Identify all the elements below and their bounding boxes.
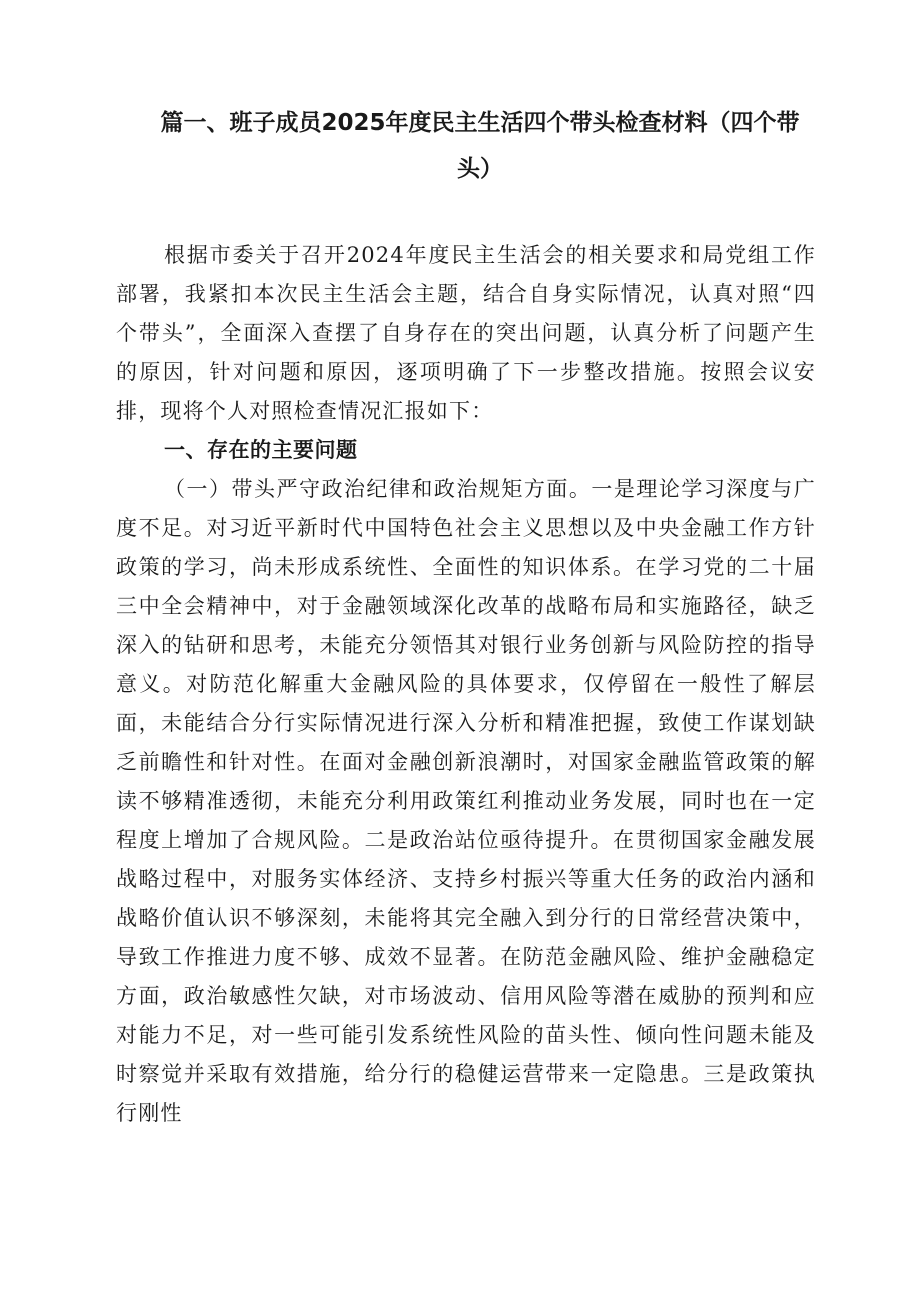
document-body [116, 236, 816, 1133]
section-heading-main-problems: 一、存在的主要问题 [164, 438, 358, 462]
intro-paragraph: 根据市委关于召开2024年度民主生活会的相关要求和局党组工作部署，我紧扣本次民主生活会主题，结合自身实际情况，认真对照“四个带头”，全面深入查摆了自身存在的突出问题，认真分析了问题产生的原因，针对问题和原因，逐项明确了下一步整改措施。按照会议安排，现将个人对照检查情况汇报如下： [116, 243, 816, 423]
document-title: 篇一、班子成员2025年度民主生活四个带头检查材料（四个带头） [160, 110, 800, 182]
section-1-paragraph-1: （一）带头严守政治纪律和政治规矩方面。一是理论学习深度与广度不足。对习近平新时代中国特色社会主义思想以及中央金融工作方针政策的学习，尚未形成系统性、全面性的知识体系。在学习党的二十届三中全会精神中，对于金融领域深化改革的战略布局和实施路径，缺乏深入的钻研和思考，未能充分领悟其对银行业务创新与风险防控的指导意义。对防范化解重大金融风险的具体要求，仅停留在一般性了解层面，未能结合分行实际情况进行深入分析和精准把握，致使工作谋划缺乏前瞻性和针对性。在面对金融创新浪潮时，对国家金融监管政策的解读不够精准透彻，未能充分利用政策红利推动业务发展，同时也在一定程度上增加了合规风险。二是政治站位亟待提升。在贯彻国家金融发展战略过程中，对服务实体经济、支持乡村振兴等重大任务的政治内涵和战略价值认识不够深刻，未能将其完全融入到分行的日常经营决策中，导致工作推进力度不够、成效不显著。在防范金融风险、维护金融稳定方面，政治敏感性欠缺，对市场波动、信用风险等潜在威胁的预判和应对能力不足，对一些可能引发系统性风险的苗头性、倾向性问题未能及时察觉并采取有效措施，给分行的稳健运营带来一定隐患。三是政策执行刚性 [116, 477, 816, 1125]
